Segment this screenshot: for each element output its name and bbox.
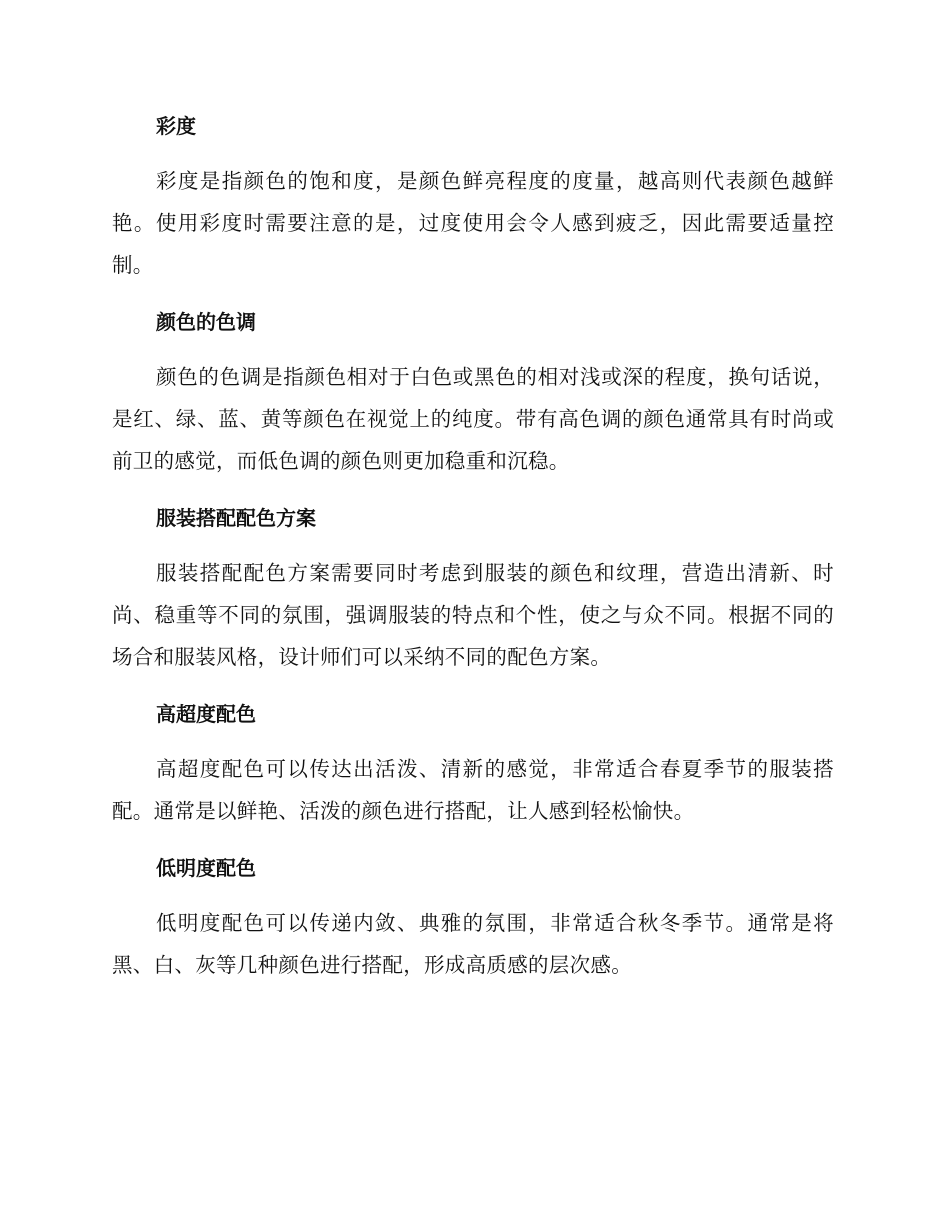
document-body <box>112 108 834 1002</box>
section-heading: 高超度配色 <box>156 702 256 726</box>
section-paragraph: 颜色的色调是指颜色相对于白色或黑色的相对浅或深的程度，换句话说，是红、绿、蓝、黄等颜色在视觉上的纯度。带有高色调的颜色通常具有时尚或前卫的感觉，而低色调的颜色则更加稳重和沉稳。 <box>112 365 834 473</box>
section-chroma <box>112 108 834 286</box>
section-outfit-color-scheme <box>112 498 834 678</box>
section-heading: 彩度 <box>156 114 196 138</box>
section-heading: 服装搭配配色方案 <box>156 506 316 530</box>
section-high-chroma-scheme <box>112 694 834 832</box>
section-paragraph: 高超度配色可以传达出活泼、清新的感觉，非常适合春夏季节的服装搭配。通常是以鲜艳、活泼的颜色进行搭配，让人感到轻松愉快。 <box>112 757 834 823</box>
section-heading: 低明度配色 <box>156 856 256 880</box>
section-low-brightness-scheme <box>112 848 834 986</box>
section-color-tone <box>112 302 834 482</box>
section-heading: 颜色的色调 <box>156 310 256 334</box>
section-paragraph: 彩度是指颜色的饱和度，是颜色鲜亮程度的度量，越高则代表颜色越鲜艳。使用彩度时需要注意的是，过度使用会令人感到疲乏，因此需要适量控制。 <box>112 169 834 277</box>
section-paragraph: 服装搭配配色方案需要同时考虑到服装的颜色和纹理，营造出清新、时尚、稳重等不同的氛围，强调服装的特点和个性，使之与众不同。根据不同的场合和服装风格，设计师们可以采纳不同的配色方案。 <box>112 561 834 669</box>
section-paragraph: 低明度配色可以传递内敛、典雅的氛围，非常适合秋冬季节。通常是将黑、白、灰等几种颜色进行搭配，形成高质感的层次感。 <box>112 911 834 977</box>
